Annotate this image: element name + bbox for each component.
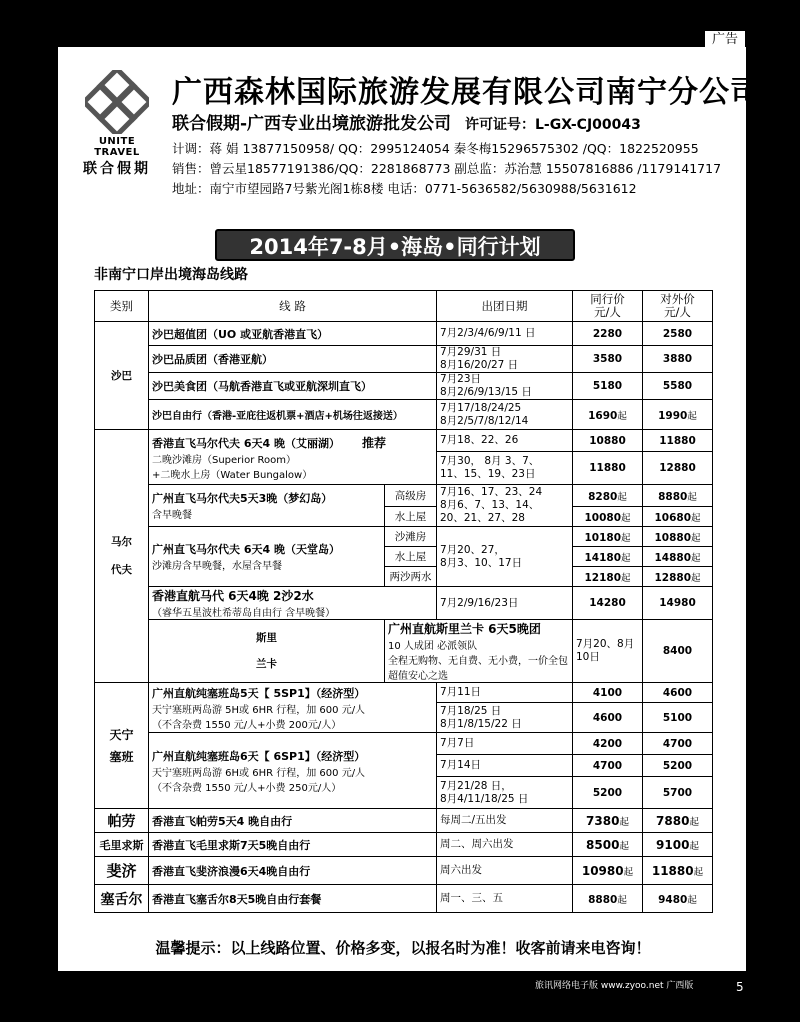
endless-knot-icon bbox=[85, 70, 149, 134]
route-dates: 7月29/31 日 8月16/20/27 日 bbox=[437, 346, 573, 373]
table-row bbox=[95, 809, 713, 833]
route-name: 广州直航斯里兰卡 6天5晚团 10 人成团 必派领队 全程无购物、无自费、无小费，一价全包超值安心之选 bbox=[385, 620, 573, 683]
route-name: 香港直飞马尔代夫 6天4 晚（艾丽湖） 推荐 二晚沙滩房（Superior Room） +二晚水上房（Water Bungalow） bbox=[149, 430, 437, 485]
trade-price: 4700 bbox=[573, 755, 643, 777]
trade-price: 3580 bbox=[573, 346, 643, 373]
table-row bbox=[95, 527, 713, 547]
plan-title: 2014年7-8月•海岛•同行计划 bbox=[215, 229, 575, 261]
trade-price: 10080起 bbox=[573, 507, 643, 527]
category-mauritius: 毛里求斯 bbox=[95, 833, 149, 857]
retail-price: 12880 bbox=[643, 452, 713, 485]
header-category: 类别 bbox=[95, 291, 149, 322]
table-header-row bbox=[95, 291, 713, 322]
room-type: 两沙两水 bbox=[385, 567, 437, 587]
company-subtitle bbox=[172, 109, 641, 134]
trade-price: 10980起 bbox=[573, 857, 643, 885]
retail-price: 3880 bbox=[643, 346, 713, 373]
route-dates: 7月2/3/4/6/9/11 日 bbox=[437, 322, 573, 346]
room-type: 高级房 bbox=[385, 485, 437, 507]
trade-price: 4600 bbox=[573, 703, 643, 733]
route-dates: 7月17/18/24/25 8月2/5/7/8/12/14 bbox=[437, 400, 573, 430]
retail-price: 8880起 bbox=[643, 485, 713, 507]
section-title: 非南宁口岸出境海岛线路 bbox=[94, 267, 248, 283]
trade-price: 5200 bbox=[573, 777, 643, 809]
route-name: 香港直飞斐济浪漫6天4晚自由行 bbox=[149, 857, 437, 885]
route-name: 广州直航纯塞班岛5天【 5SP1】（经济型） 天宁塞班两岛游 5H或 6HR 行程，加 600 元/人 （不含杂费 1550 元/人+小费 200元/人） bbox=[149, 683, 437, 733]
route-dates: 7月18/25 日 8月1/8/15/22 日 bbox=[437, 703, 573, 733]
table-row bbox=[95, 885, 713, 913]
route-dates: 周一、三、五 bbox=[437, 885, 573, 913]
retail-price: 14980 bbox=[643, 587, 713, 620]
trade-price: 4200 bbox=[573, 733, 643, 755]
room-type: 水上屋 bbox=[385, 547, 437, 567]
contact-line-sales: 销售：曾云星18577191386/QQ：2281868773 副总监：苏治慧 15507816886 /1179141717 bbox=[172, 161, 722, 176]
route-name: 沙巴品质团（香港亚航） bbox=[149, 346, 437, 373]
table-row bbox=[95, 430, 713, 452]
table-row bbox=[95, 857, 713, 885]
trade-price: 8400 bbox=[643, 620, 713, 683]
table-row bbox=[95, 620, 713, 683]
contact-line-operators: 计调：蒋 娟 13877150958/ QQ：2995124054 秦冬梅15296575302 /QQ：1822520955 bbox=[172, 141, 699, 156]
route-name: 沙巴自由行（香港-亚庇往返机票+酒店+机场往返接送） bbox=[149, 400, 437, 430]
route-dates: 7月23日 8月2/6/9/13/15 日 bbox=[437, 373, 573, 400]
table-row bbox=[95, 346, 713, 373]
trade-price: 7380起 bbox=[573, 809, 643, 833]
route-dates: 7月30， 8月 3、7、 11、15、19、23日 bbox=[437, 452, 573, 485]
retail-price: 12880起 bbox=[643, 567, 713, 587]
retail-price: 4700 bbox=[643, 733, 713, 755]
category-seychelles: 塞舌尔 bbox=[95, 885, 149, 913]
trade-price: 10180起 bbox=[573, 527, 643, 547]
table-row bbox=[95, 485, 713, 507]
logo-chinese: 联合假期 bbox=[83, 161, 151, 177]
route-dates: 7月18、22、26 bbox=[437, 430, 573, 452]
route-name: 香港直飞帕劳5天4 晚自由行 bbox=[149, 809, 437, 833]
category-tinian-saipan: 天宁 塞班 bbox=[95, 683, 149, 809]
trade-price: 8500起 bbox=[573, 833, 643, 857]
retail-price: 5580 bbox=[643, 373, 713, 400]
table-row bbox=[95, 373, 713, 400]
category-sabah: 沙巴 bbox=[95, 322, 149, 430]
retail-price: 5100 bbox=[643, 703, 713, 733]
retail-price: 14880起 bbox=[643, 547, 713, 567]
retail-price: 2580 bbox=[643, 322, 713, 346]
trade-price: 14180起 bbox=[573, 547, 643, 567]
retail-price: 9100起 bbox=[643, 833, 713, 857]
table-row bbox=[95, 733, 713, 755]
trade-price: 11880 bbox=[573, 452, 643, 485]
footer-text: 旅讯网络电子版 www.zyoo.net 广西版 bbox=[535, 981, 694, 991]
route-dates: 7月2/9/16/23日 bbox=[437, 587, 573, 620]
table-row bbox=[95, 587, 713, 620]
retail-price: 10880起 bbox=[643, 527, 713, 547]
header-route: 线 路 bbox=[149, 291, 437, 322]
route-dates: 周六出发 bbox=[437, 857, 573, 885]
retail-price: 7880起 bbox=[643, 809, 713, 833]
route-name: 广州直飞马尔代夫5天3晚（梦幻岛） 含早晚餐 bbox=[149, 485, 385, 527]
route-dates: 7月20、8月10日 bbox=[573, 620, 643, 683]
trade-price: 2280 bbox=[573, 322, 643, 346]
trade-price: 5180 bbox=[573, 373, 643, 400]
category-maldives: 马尔 代夫 bbox=[95, 430, 149, 683]
retail-price: 1990起 bbox=[643, 400, 713, 430]
route-name: 沙巴超值团（UO 或亚航香港直飞） bbox=[149, 322, 437, 346]
ad-badge: 广告 bbox=[704, 30, 746, 48]
route-dates: 7月7日 bbox=[437, 733, 573, 755]
route-dates: 7月14日 bbox=[437, 755, 573, 777]
category-fiji: 斐济 bbox=[95, 857, 149, 885]
retail-price: 10680起 bbox=[643, 507, 713, 527]
route-name: 沙巴美食团（马航香港直飞或亚航深圳直飞） bbox=[149, 373, 437, 400]
route-name: 香港直飞毛里求斯7天5晚自由行 bbox=[149, 833, 437, 857]
route-name: 广州直航纯塞班岛6天【 6SP1】（经济型） 天宁塞班两岛游 6H或 6HR 行程，加 600 元/人 （不含杂费 1550 元/人+小费 250元/人） bbox=[149, 733, 437, 809]
route-dates: 7月21/28 日， 8月4/11/18/25 日 bbox=[437, 777, 573, 809]
route-dates: 周二、周六出发 bbox=[437, 833, 573, 857]
table-row bbox=[95, 683, 713, 703]
route-dates: 7月20、27， 8月3、10、17日 bbox=[437, 527, 573, 587]
table-row bbox=[95, 322, 713, 346]
logo-english: UNITE TRAVEL bbox=[94, 136, 140, 158]
room-type: 水上屋 bbox=[385, 507, 437, 527]
route-dates: 每周二/五出发 bbox=[437, 809, 573, 833]
retail-price: 9480起 bbox=[643, 885, 713, 913]
table-row bbox=[95, 400, 713, 430]
company-name: 广西森林国际旅游发展有限公司南宁分公司 bbox=[172, 75, 761, 110]
route-dates: 7月16、17、23、24 8月6、7、13、14、 20、21、27、28 bbox=[437, 485, 573, 527]
contact-line-address: 地址：南宁市望园路7号紫光阁1栋8楼 电话：0771-5636582/5630988/5631612 bbox=[172, 181, 637, 196]
trade-price: 10880 bbox=[573, 430, 643, 452]
route-dates: 7月11日 bbox=[437, 683, 573, 703]
table-row bbox=[95, 833, 713, 857]
trade-price: 14280 bbox=[573, 587, 643, 620]
retail-price: 5700 bbox=[643, 777, 713, 809]
advert-page bbox=[58, 47, 761, 971]
route-price-table bbox=[94, 290, 713, 913]
route-name: 广州直飞马尔代夫 6天4 晚（天堂岛） 沙滩房含早晚餐，水屋含早餐 bbox=[149, 527, 385, 587]
trade-price: 8880起 bbox=[573, 885, 643, 913]
subtitle-text: 联合假期-广西专业出境旅游批发公司 bbox=[172, 114, 452, 134]
route-name: 香港直飞塞舌尔8天5晚自由行套餐 bbox=[149, 885, 437, 913]
license-number: 许可证号：L-GX-CJ00043 bbox=[464, 117, 641, 133]
category-srilanka: 斯里 兰卡 bbox=[149, 620, 385, 683]
header-trade-price: 同行价 元/人 bbox=[573, 291, 643, 322]
trade-price: 1690起 bbox=[573, 400, 643, 430]
route-name: 香港直航马代 6天4晚 2沙2水 （睿华五星波杜希蒂岛自由行 含早晚餐） bbox=[149, 587, 437, 620]
retail-price: 11880 bbox=[643, 430, 713, 452]
trade-price: 4100 bbox=[573, 683, 643, 703]
retail-price: 4600 bbox=[643, 683, 713, 703]
company-logo bbox=[76, 70, 158, 178]
room-type: 沙滩房 bbox=[385, 527, 437, 547]
trade-price: 12180起 bbox=[573, 567, 643, 587]
warm-tip: 温馨提示：以上线路位置、价格多变，以报名时为准！收客前请来电咨询！ bbox=[155, 939, 651, 957]
recommend-label: 推荐 bbox=[361, 435, 386, 450]
header-retail-price: 对外价 元/人 bbox=[643, 291, 713, 322]
retail-price: 11880起 bbox=[643, 857, 713, 885]
trade-price: 8280起 bbox=[573, 485, 643, 507]
category-palau: 帕劳 bbox=[95, 809, 149, 833]
retail-price: 5200 bbox=[643, 755, 713, 777]
page-number: 5 bbox=[736, 980, 744, 994]
header-dates: 出团日期 bbox=[437, 291, 573, 322]
